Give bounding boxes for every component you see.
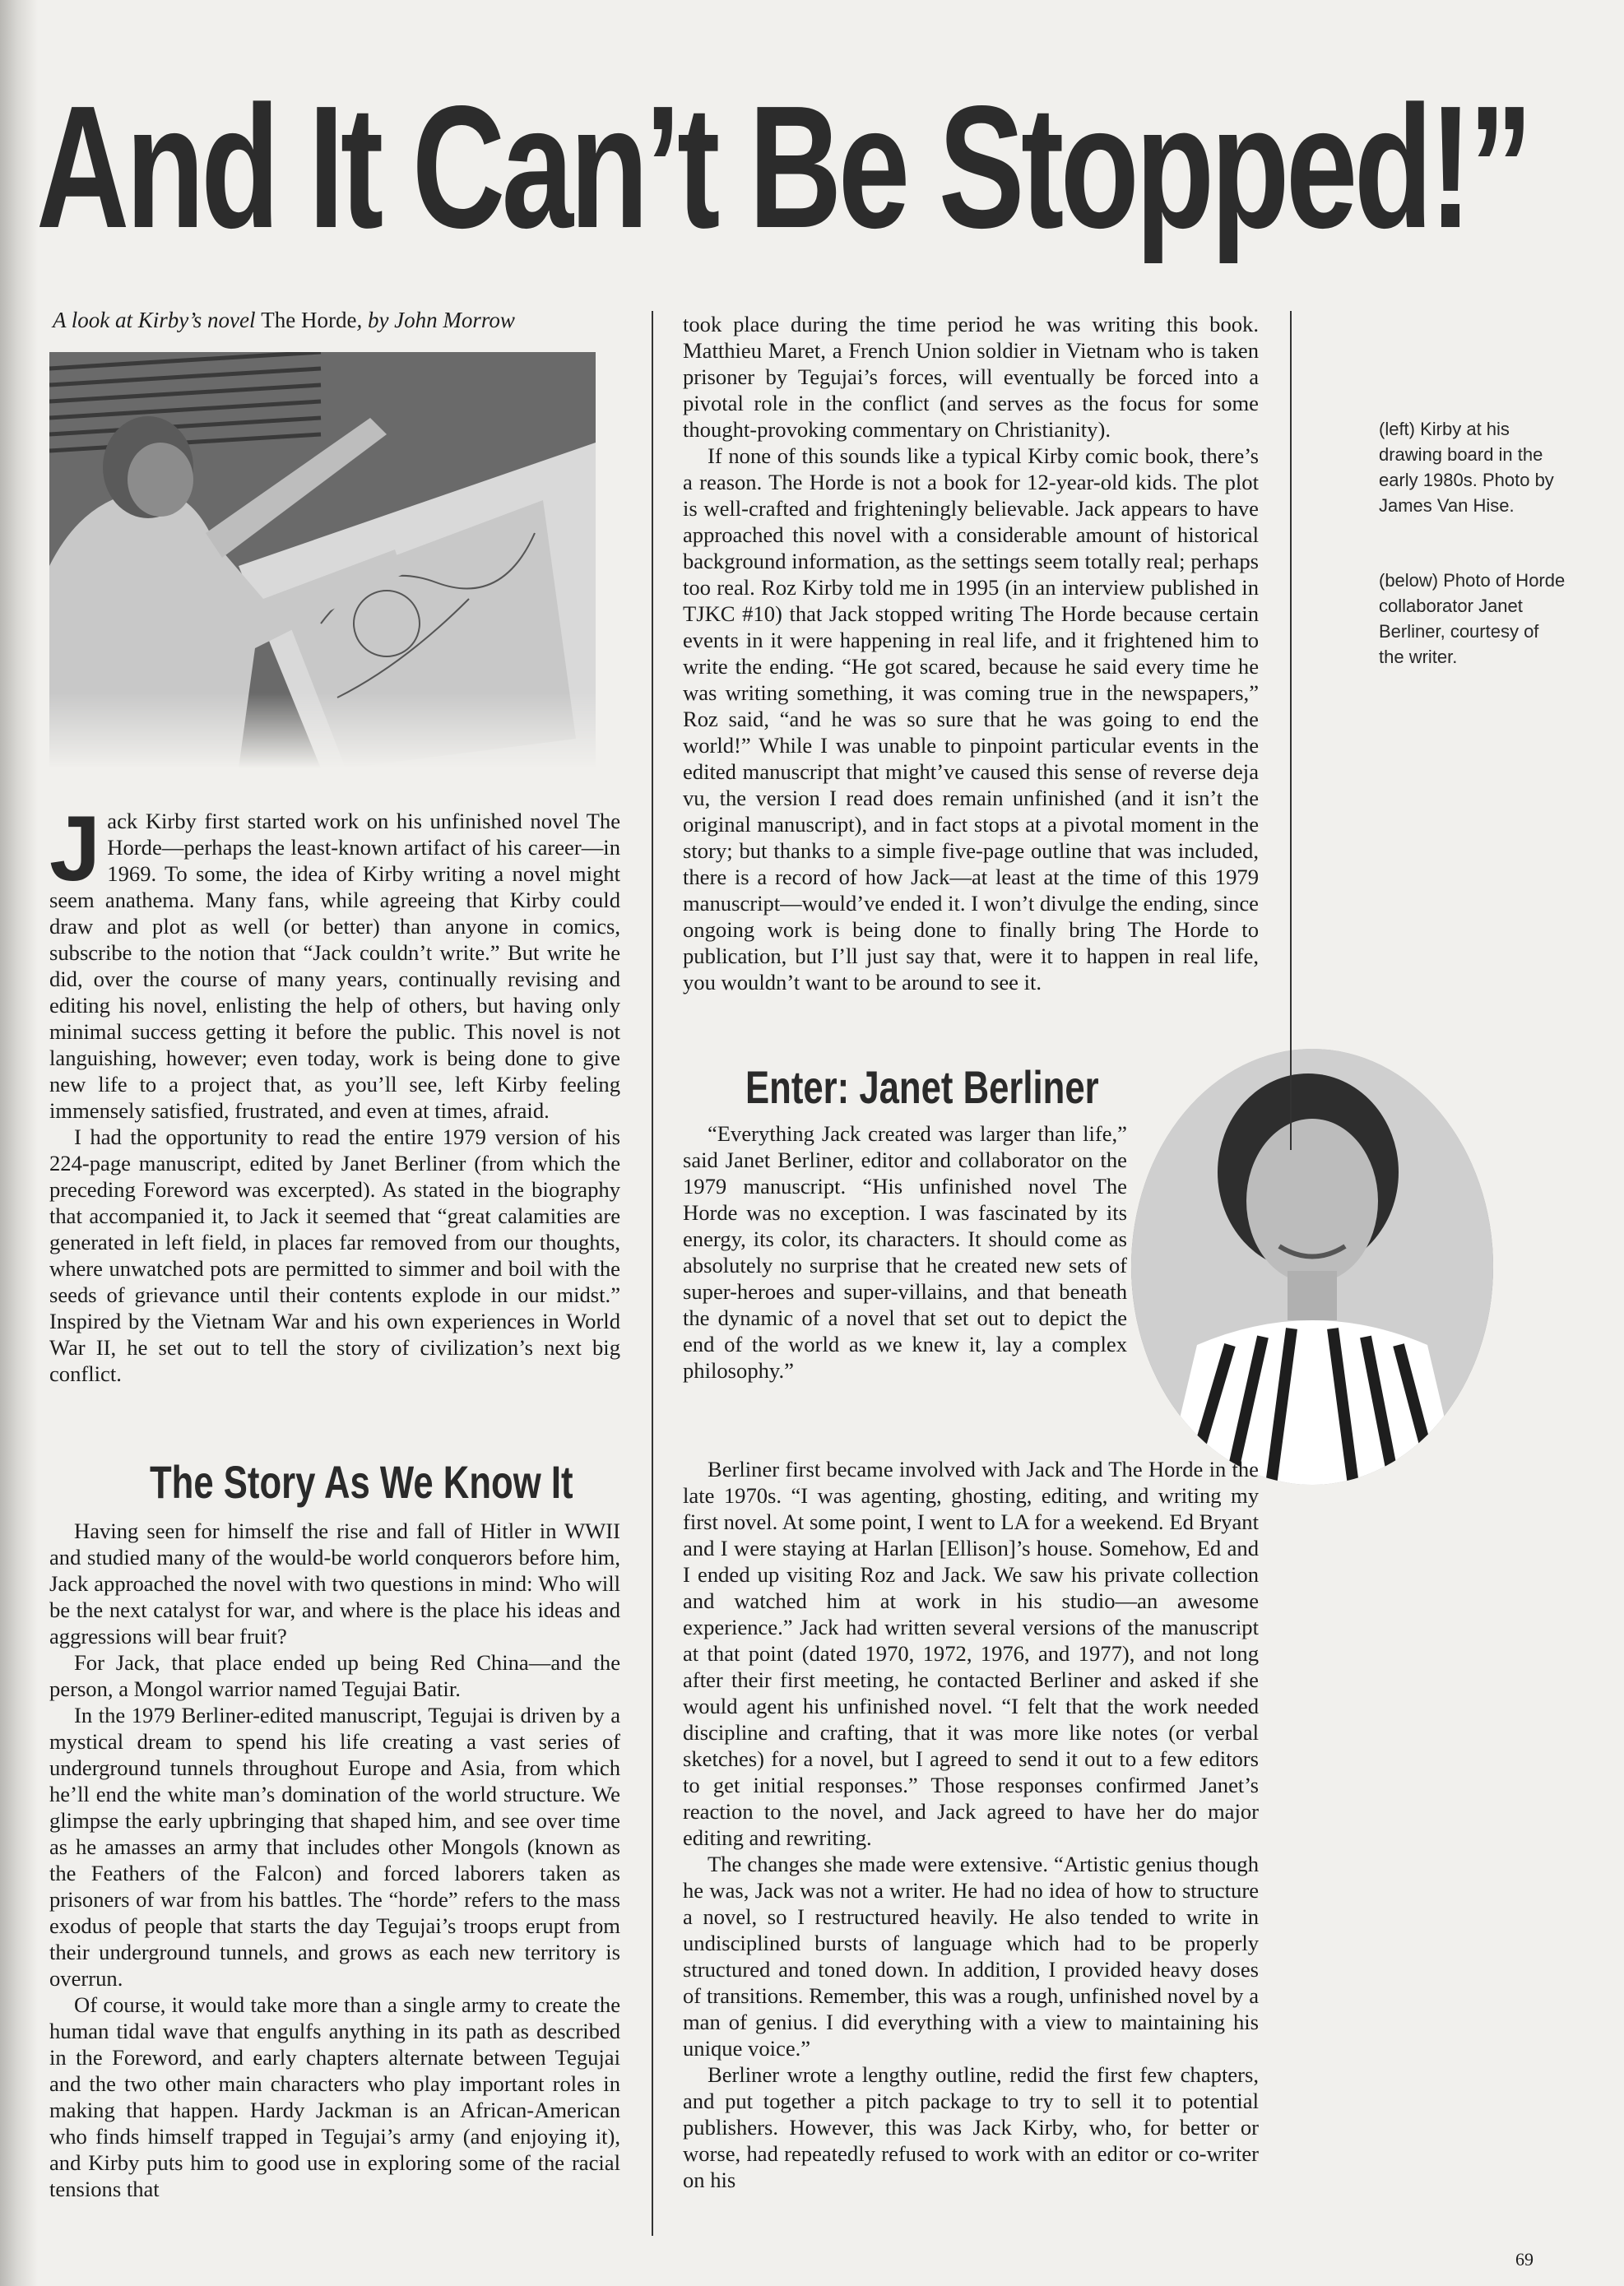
- paragraph: The changes she made were extensive. “Artistic genius though he was, Jack was not a writer. He had no idea of how to structure a novel, so I restructured heavily. He also tended to write in undisciplined bursts of language which had to be properly structured and toned down. In addition, I provided heavy doses of transitions. Remember, this was a rough, unfinished novel by a man of genius. I did everything with a view to maintaining his unique voice.”: [683, 1852, 1259, 2061]
- drop-cap-letter: J: [49, 797, 101, 900]
- section-heading-berliner: Enter: Janet Berliner: [745, 1061, 1099, 1113]
- paragraph: I had the opportunity to read the entire 1979 version of his 224-page manuscript, edited by Janet Berliner (from which the preceding Foreword was excerpted). As stated in the biography that accompanied it, to Jack it seemed that “great calamities are generated in left field, in places far removed from our thoughts, where unwatched pots are permitted to simmer and boil with the seeds of grievance until their contents explode in our midst.” Inspired by the Vietnam War and his own experiences in World War II, he set out to tell the story of civilization’s next big conflict.: [49, 1124, 620, 1386]
- section-heading-story: The Story As We Know It: [150, 1456, 573, 1508]
- article-column-left-lower: [49, 1518, 620, 2202]
- byline-book-title: The Horde: [261, 308, 357, 332]
- intro-paragraph-text: ack Kirby first started work on his unfinished novel The Horde—perhaps the least-known artifact of his career—in 1969. To some, the idea of Kirby writing a novel might seem anathema. Many fans, while agreeing that Kirby could draw and plot as well (or better) than anyone in comics, subscribe to the notion that “Jack couldn’t write.” But write he did, over the course of many years, continually revising and editing his novel, enlisting the help of others, but having only minimal success getting it before the public. This novel is not languishing, however; even today, work is being done to give new life to a project that, as you’ll see, left Kirby feeling immensely satisfied, frustrated, and even at times, afraid.: [49, 809, 620, 1123]
- intro-paragraph: [49, 797, 620, 1124]
- paragraph: If none of this sounds like a typical Kirby comic book, there’s a reason. The Horde is not a book for 12-year-old kids. The plot is well-crafted and frighteningly believable. Jack appears to have approached this novel with a considerable amount of historical background information, as the settings seem totally real; perhaps too real. Roz Kirby told me in 1995 (in an interview published in TJKC #10) that Jack stopped writing The Horde because certain events in it were happening in real life, and it frightened him to write the ending. “He got scared, because he said every time he was writing something, it was coming true in the newspapers,” Roz said, “and he was so sure that he was going to end the world!” While I was unable to pinpoint particular events in the edited manuscript that might’ve caused this sense of reverse deja vu, the version I read does remain unfinished (and it isn’t the original manuscript), and in fact stops at a pivotal moment in the story; but thanks to a simple five-page outline that was included, there is a record of how Jack—at least at the time of this 1979 manuscript—would’ve ended it. I won’t divulge the ending, since ongoing work is being done to finally bring The Horde to publication, but I’ll just say that, were it to happen in real life, you wouldn’t want to be around to see it.: [683, 443, 1259, 995]
- paragraph: Having seen for himself the rise and fall of Hitler in WWII and studied many of the would-be world conquerors before him, Jack approached the novel with two questions in mind: Who will be the next catalyst for war, and where is the place his ideas and aggressions will bear fruit?: [49, 1519, 620, 1648]
- column-divider-left: [652, 311, 653, 2236]
- caption-kirby-photo: (left) Kirby at his drawing board in the early 1980s. Photo by James Van Hise.: [1379, 419, 1554, 516]
- paragraph: In the 1979 Berliner-edited manuscript, Tegujai is driven by a mystical dream to spend his life creating a vast series of underground tunnels throughout Europe and Asia, from which he’ll end the white man’s domination of the world structure. We glimpse the early upbringing that shaped him, and see over time as he amasses an army that includes other Mongols (known as the Feathers of the Falcon) and forced laborers taken as prisoners of war from his battles. The “horde” refers to the mass exodus of people that starts the day Tegujai’s troops erupt from their underground tunnels, and grows as each new territory is overrun.: [49, 1703, 620, 1991]
- page-number: 69: [1515, 2249, 1534, 2270]
- paragraph: Of course, it would take more than a single army to create the human tidal wave that engulfs anything in its path as described in the Foreword, and early chapters alternate between Tegujai and the two other main characters who play important roles in making that happen. Hardy Jackman is an African-American who finds himself trapped in Tegujai’s army (and enjoying it), and Kirby puts him to good use in exploring some of the racial tensions that: [49, 1992, 620, 2201]
- kirby-drawing-board-photo: [49, 352, 596, 768]
- paragraph: Berliner wrote a lengthy outline, redid the first few chapters, and put together a pitch package to try to sell it to potential publishers. However, this was Jack Kirby, who, for better or worse, had repeatedly refused to work with an editor or co-writer on his: [683, 2062, 1259, 2192]
- byline-suffix: , by John Morrow: [356, 308, 515, 332]
- caption-berliner-photo: (below) Photo of Horde collaborator Janet Berliner, courtesy of the writer.: [1379, 570, 1566, 667]
- page-binding-shadow: [0, 0, 38, 2286]
- janet-berliner-photo: [1131, 1049, 1493, 1485]
- paragraph: “Everything Jack created was larger than life,” said Janet Berliner, editor and collaborator on the 1979 manuscript. “His unfinished novel The Horde was no exception. I was fascinated by its energy, its color, its characters. It should come as absolutely no surprise that he created new sets of super-heroes and super-villains, and that beneath the dynamic of a novel that set out to depict the end of the world as we knew it, lay a complex philosophy.”: [683, 1121, 1127, 1383]
- paragraph: For Jack, that place ended up being Red China—and the person, a Mongol warrior named Tegujai Batir.: [49, 1650, 620, 1701]
- article-headline: And It Can’t Be Stopped!”: [36, 69, 1530, 264]
- paragraph: took place during the time period he was writing this book. Matthieu Maret, a French Union soldier in Vietnam who is taken prisoner by Tegujai’s forces, will eventually be forced into a pivotal role in the conflict (and serves as the focus for some thought-provoking commentary on Christianity).: [683, 312, 1259, 442]
- article-column-right-narrow: [683, 1120, 1127, 1384]
- column-divider-right: [1290, 311, 1292, 1150]
- paragraph: Berliner first became involved with Jack and The Horde in the late 1970s. “I was agenting, ghosting, editing, and writing my first novel. At some point, I went to LA for a weekend. Ed Bryant and I were staying at Harlan [Ellison]’s house. Somehow, Ed and I ended up visiting Roz and Jack. We saw his private collection and watched him at work in his studio—an awesome experience.” Jack had written several versions of the manuscript at that point (dated 1970, 1972, 1976, and 1977), and not long after their first meeting, he contacted Berliner and asked if she would agent his unfinished novel. “I felt that the work needed discipline and crafting, that it was more like notes (or verbal sketches) for a novel, but I agreed to send it out to a few editors to get initial responses.” Those responses confirmed Janet’s reaction to the novel, and Jack agreed to have her do major editing and rewriting.: [683, 1457, 1259, 1850]
- article-column-right-lower: [683, 1456, 1259, 2193]
- article-column-left: [49, 797, 620, 1387]
- article-column-right: [683, 311, 1259, 995]
- article-byline: [53, 308, 629, 333]
- byline-prefix: A look at Kirby’s novel: [53, 308, 262, 332]
